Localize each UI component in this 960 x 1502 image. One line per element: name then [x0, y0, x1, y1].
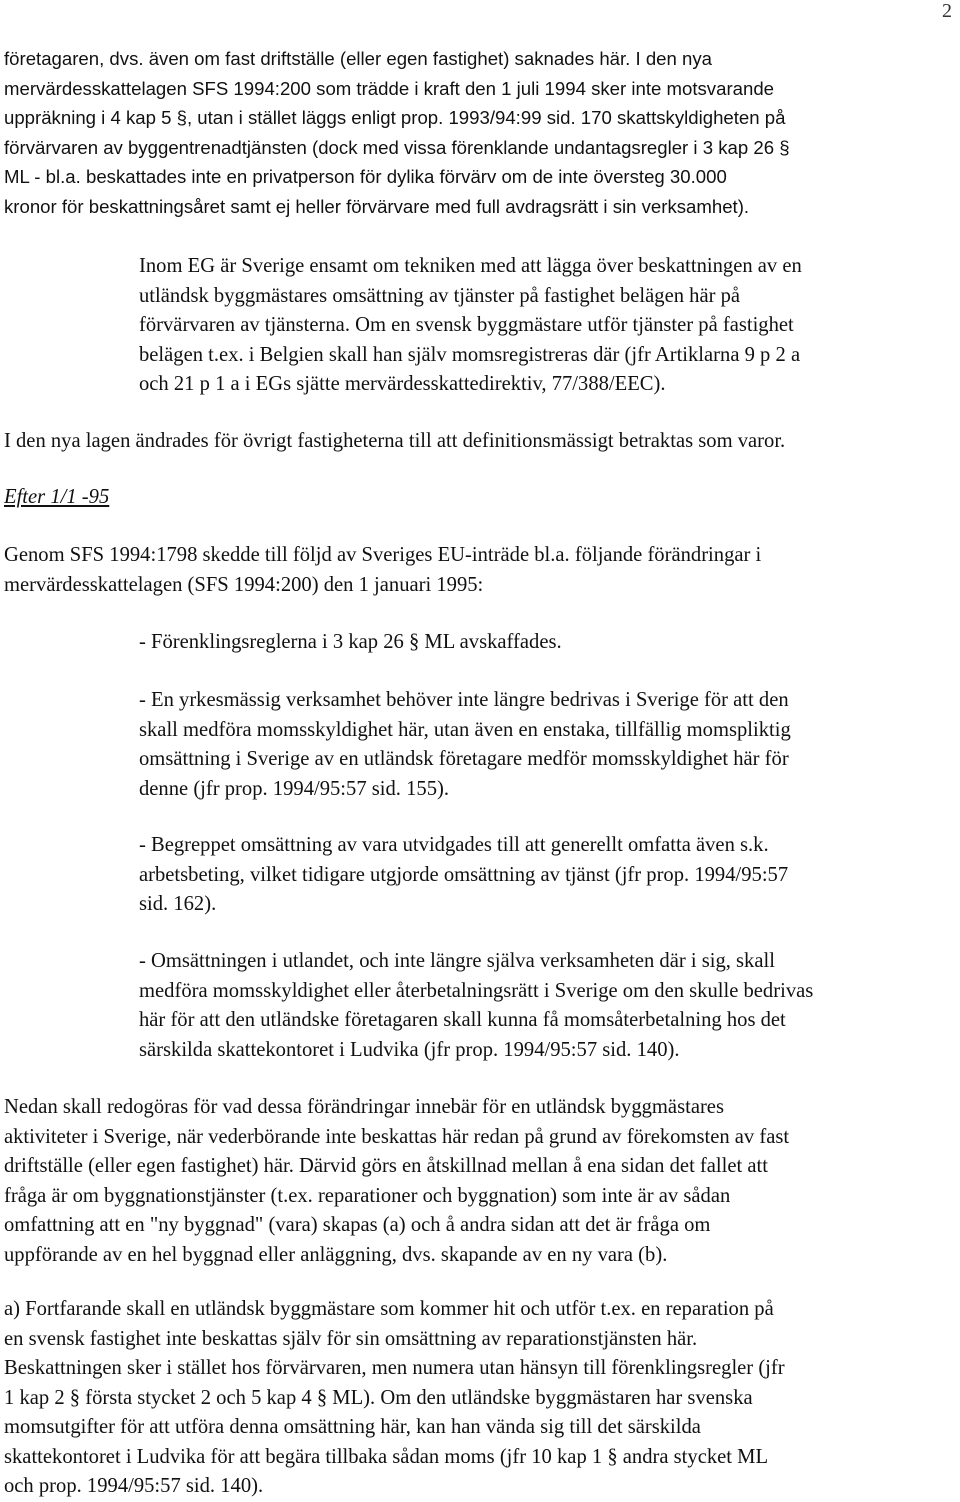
text-line: I den nya lagen ändrades för övrigt fastigheterna till att definitionsmässigt betraktas som varor. [4, 430, 786, 452]
text-line: mervärdesskattelagen (SFS 1994:200) den 1 januari 1995: [4, 573, 484, 596]
text-line: Nedan skall redogöras för vad dessa förändringar innebär för en utländsk byggmästares [4, 1096, 724, 1118]
paragraph [4, 44, 956, 221]
page-number: 2 [942, 0, 952, 22]
text-line: kronor för beskattningsåret samt ej heller förvärvare med full avdragsrätt i sin verksamhet). [4, 195, 750, 217]
paragraph [4, 1093, 956, 1270]
text-line: medföra momsskyldighet eller återbetalningsrätt i Sverige om den skulle bedrivas [139, 979, 814, 1002]
text-line: förvärvaren av tjänsterna. Om en svensk byggmästare utför tjänster på fastighet [139, 314, 794, 336]
paragraph [139, 686, 959, 804]
text-line: denne (jfr prop. 1994/95:57 sid. 155). [139, 777, 450, 800]
paragraph [139, 628, 959, 658]
text-line: och prop. 1994/95:57 sid. 140). [4, 1475, 264, 1497]
text-line: - En yrkesmässig verksamhet behöver inte längre bedrivas i Sverige för att den [139, 689, 789, 711]
text-line: uppförande av en hel byggnad eller anläggning, dvs. skapande av en ny vara (b). [4, 1243, 668, 1266]
text-line: sid. 162). [139, 893, 217, 915]
paragraph [4, 1295, 956, 1502]
text-line: omsättning i Sverige av en utländsk företagare medför momsskyldighet här för [139, 748, 789, 770]
text-line: momsutgifter för att utföra denna omsättning här, kan han vända sig till det särskilda [4, 1416, 701, 1438]
text-line: här för att den utländske företagaren skall kunna få momsåterbetalning hos det [139, 1009, 786, 1031]
text-line: uppräkning i 4 kap 5 §, utan i stället läggs enligt prop. 1993/94:99 sid. 170 skattskyldigheten på [4, 107, 786, 128]
text-line: särskilda skattekontoret i Ludvika (jfr prop. 1994/95:57 sid. 140). [139, 1038, 680, 1061]
text-line: a) Fortfarande skall en utländsk byggmästare som kommer hit och utför t.ex. en reparation på [4, 1298, 774, 1320]
text-line: Inom EG är Sverige ensamt om tekniken med att lägga över beskattningen av en [139, 255, 802, 277]
section-heading [4, 483, 956, 513]
text-line: förvärvaren av byggentrenadtjänsten (dock med vissa förenklande undantagsregler i 3 kap 26 § [4, 136, 790, 158]
text-line: - Omsättningen i utlandet, och inte längre själva verksamheten där i sig, skall [139, 950, 775, 972]
text-line: - Förenklingsreglerna i 3 kap 26 § ML avskaffades. [139, 631, 562, 653]
paragraph [139, 831, 959, 920]
text-line: företagaren, dvs. även om fast driftställe (eller egen fastighet) saknades här. I den nya [4, 48, 712, 69]
text-line: driftställe (eller egen fastighet) här. Därvid görs en åtskillnad mellan å ena sidan det fallet att [4, 1155, 768, 1177]
text-line: - Begreppet omsättning av vara utvidgades till att generellt omfatta även s.k. [139, 834, 769, 856]
text-line: skattekontoret i Ludvika för att begära tillbaka sådan moms (jfr 10 kap 1 § andra stycket ML [4, 1445, 769, 1468]
text-line: mervärdesskattelagen SFS 1994:200 som trädde i kraft den 1 juli 1994 sker inte motsvarande [4, 77, 774, 99]
paragraph [139, 947, 959, 1065]
text-line: omfattning att en "ny byggnad" (vara) skapas (a) och å andra sidan att det är fråga om [4, 1214, 711, 1236]
text-line: och 21 p 1 a i EGs sjätte mervärdesskattedirektiv, 77/388/EEC). [139, 373, 666, 395]
text-line: Efter 1/1 -95 [4, 486, 110, 508]
paragraph [139, 252, 959, 400]
text-line: Beskattningen sker i stället hos förvärvaren, men numera utan hänsyn till förenklingsregler (jfr [4, 1357, 785, 1379]
text-line: aktiviteter i Sverige, när vederbörande inte beskattas här redan på grund av förekomsten av fast [4, 1125, 790, 1148]
paragraph [4, 541, 956, 600]
text-line: en svensk fastighet inte beskattas själv för sin omsättning av reparationstjänsten här. [4, 1327, 698, 1350]
text-line: utländsk byggmästares omsättning av tjänster på fastighet belägen här på [139, 284, 741, 307]
paragraph [4, 427, 956, 457]
text-line: Genom SFS 1994:1798 skedde till följd av Sveriges EU-inträde bl.a. följande förändringar i [4, 544, 762, 566]
text-line: fråga är om byggnationstjänster (t.ex. reparationer och byggnation) som inte är av sådan [4, 1184, 731, 1207]
text-line: skall medföra momsskyldighet här, utan även en enstaka, tillfällig momspliktig [139, 718, 791, 741]
text-line: ML - bl.a. beskattades inte en privatperson för dylika förvärv om de inte översteg 30.000 [4, 166, 727, 187]
text-line: belägen t.ex. i Belgien skall han själv momsregistreras där (jfr Artiklarna 9 p 2 a [139, 343, 801, 366]
text-line: arbetsbeting, vilket tidigare utgjorde omsättning av tjänst (jfr prop. 1994/95:57 [139, 863, 789, 886]
text-line: 1 kap 2 § första stycket 2 och 5 kap 4 § ML). Om den utländske byggmästaren har svenska [4, 1386, 753, 1409]
